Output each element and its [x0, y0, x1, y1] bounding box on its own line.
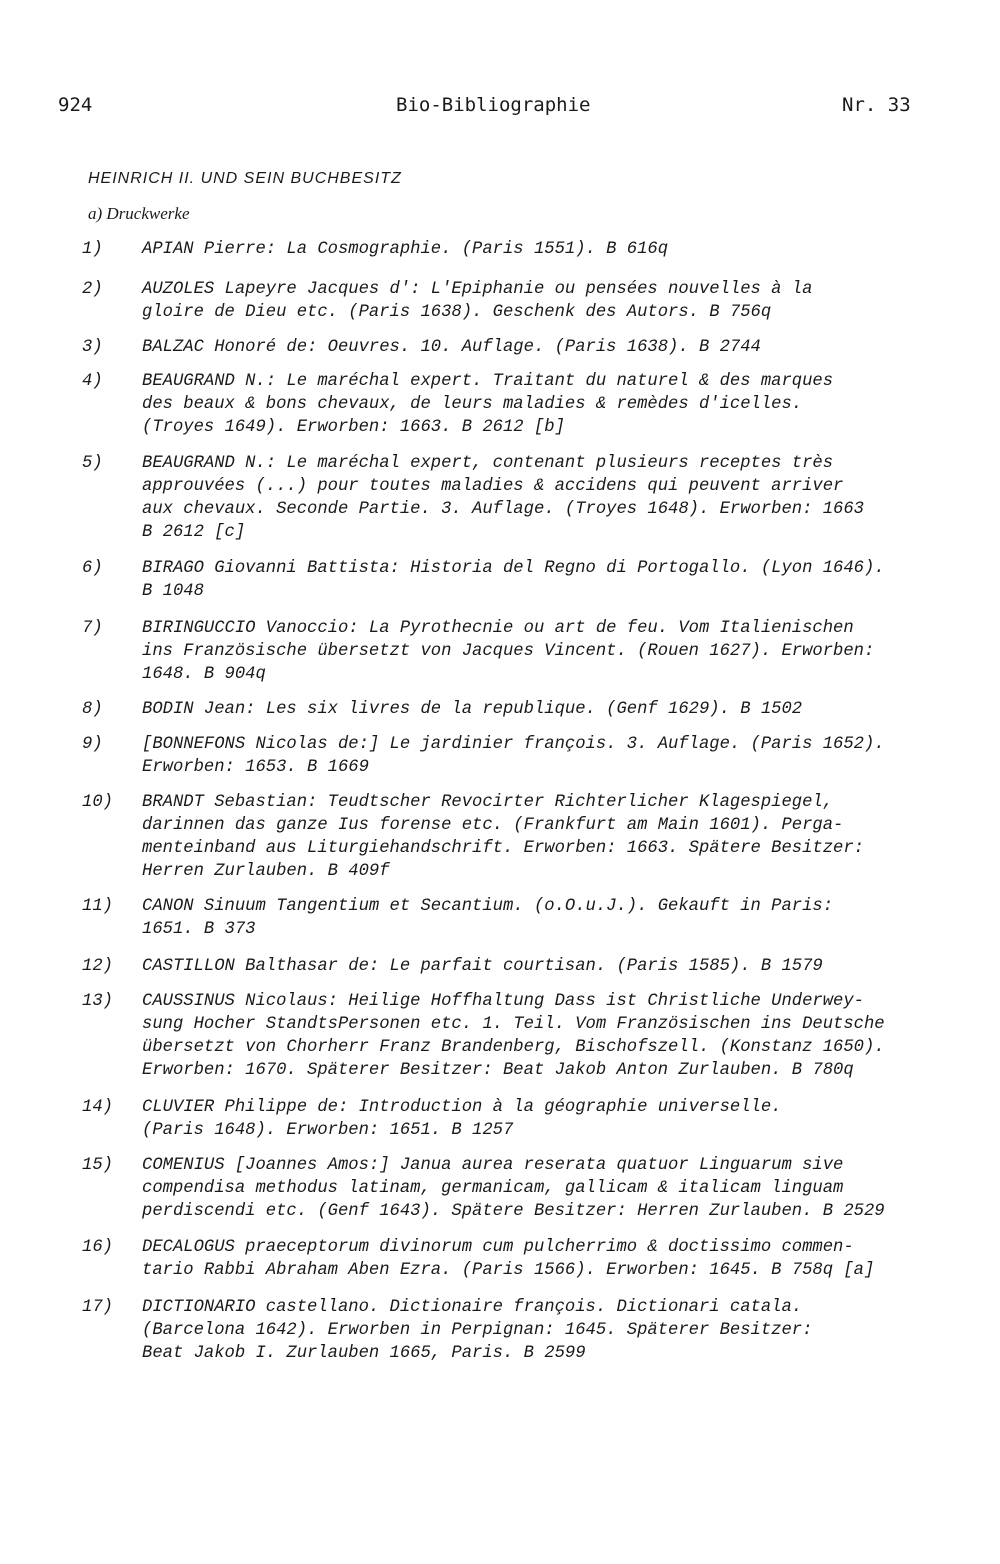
entry-line: ins Französische übersetzt von Jacques Vincent. (Rouen 1627). Erworben:	[142, 642, 875, 661]
entry-line: B 1048	[142, 582, 204, 601]
entry-text	[142, 557, 947, 603]
entry-number: 7)	[82, 619, 103, 638]
entry-text	[142, 990, 947, 1082]
entry-line: gloire de Dieu etc. (Paris 1638). Geschenk des Autors. B 756q	[142, 303, 772, 322]
entry-line: DECALOGUS praeceptorum divinorum cum pulcherrimo & doctissimo commen-	[142, 1238, 854, 1257]
entry-line: (Barcelona 1642). Erworben in Perpignan: 1645. Späterer Besitzer:	[142, 1321, 813, 1340]
entry-line: übersetzt von Chorherr Franz Brandenberg, Bischofszell. (Konstanz 1650).	[142, 1038, 885, 1057]
entry-text	[142, 895, 947, 941]
entry-line: BEAUGRAND N.: Le maréchal expert. Traitant du naturel & des marques	[142, 372, 834, 391]
entry-number: 6)	[82, 559, 103, 578]
entry-line: Erworben: 1653. B 1669	[142, 758, 369, 777]
entry-line: 1651. B 373	[142, 920, 256, 939]
entry-line: [BONNEFONS Nicolas de:] Le jardinier françois. 3. Auflage. (Paris 1652).	[142, 735, 885, 754]
entry-number: 12)	[82, 957, 113, 976]
entry-line: COMENIUS [Joannes Amos:] Janua aurea reserata quatuor Linguarum sive	[142, 1156, 844, 1175]
entry-line: DICTIONARIO castellano. Dictionaire françois. Dictionari catala.	[142, 1298, 803, 1317]
page-number: 924	[58, 94, 93, 116]
entry-number: 13)	[82, 992, 113, 1011]
entry-line: CANON Sinuum Tangentium et Secantium. (o.O.u.J.). Gekauft in Paris:	[142, 897, 834, 916]
entry-text	[142, 452, 947, 544]
entry-text	[142, 278, 947, 324]
entry-line: Beat Jakob I. Zurlauben 1665, Paris. B 2599	[142, 1344, 586, 1363]
entry-text	[142, 733, 947, 779]
entry-text	[142, 617, 947, 686]
section-subheading: a) Druckwerke	[88, 204, 190, 223]
entry-line: Herren Zurlauben. B 409f	[142, 862, 390, 881]
entry-text	[142, 1154, 947, 1223]
running-title: Bio-Bibliographie	[396, 94, 591, 116]
entry-line: perdiscendi etc. (Genf 1643). Spätere Besitzer: Herren Zurlauben. B 2529	[142, 1202, 885, 1221]
entry-line: B 2612 [c]	[142, 523, 246, 542]
entry-text	[142, 955, 947, 978]
entry-line: CLUVIER Philippe de: Introduction à la géographie universelle.	[142, 1098, 782, 1117]
entry-text	[142, 370, 947, 439]
entry-line: des beaux & bons chevaux, de leurs maladies & remèdes d'icelles.	[142, 395, 803, 414]
entry-line: aux chevaux. Seconde Partie. 3. Auflage. (Troyes 1648). Erworben: 1663	[142, 500, 864, 519]
entry-number: 8)	[82, 700, 103, 719]
entry-text	[142, 1096, 947, 1142]
entry-line: 1648. B 904q	[142, 665, 266, 684]
entry-line: (Paris 1648). Erworben: 1651. B 1257	[142, 1121, 514, 1140]
entry-number: 15)	[82, 1156, 113, 1175]
entry-line: (Troyes 1649). Erworben: 1663. B 2612 [b]	[142, 418, 565, 437]
entry-line: APIAN Pierre: La Cosmographie. (Paris 1551). B 616q	[142, 240, 669, 259]
section-heading: HEINRICH II. UND SEIN BUCHBESITZ	[88, 170, 402, 187]
entry-line: BIRINGUCCIO Vanoccio: La Pyrothecnie ou art de feu. Vom Italienischen	[142, 619, 854, 638]
entry-number: 11)	[82, 897, 113, 916]
entry-line: menteinband aus Liturgiehandschrift. Erworben: 1663. Spätere Besitzer:	[142, 839, 864, 858]
entry-line: sung Hocher StandtsPersonen etc. 1. Teil. Vom Französischen ins Deutsche	[142, 1015, 885, 1034]
entry-number: 1)	[82, 240, 103, 259]
entry-number: 4)	[82, 372, 103, 391]
entry-text	[142, 238, 947, 261]
entry-number: 10)	[82, 793, 113, 812]
entry-text	[142, 791, 947, 883]
entry-line: BIRAGO Giovanni Battista: Historia del Regno di Portogallo. (Lyon 1646).	[142, 559, 885, 578]
entry-text	[142, 1236, 947, 1282]
entry-text	[142, 1296, 947, 1365]
entry-number: 5)	[82, 454, 103, 473]
entry-line: CASTILLON Balthasar de: Le parfait courtisan. (Paris 1585). B 1579	[142, 957, 823, 976]
entry-line: BODIN Jean: Les six livres de la republique. (Genf 1629). B 1502	[142, 700, 803, 719]
entry-number: 9)	[82, 735, 103, 754]
entry-line: tario Rabbi Abraham Aben Ezra. (Paris 1566). Erworben: 1645. B 758q [a]	[142, 1261, 875, 1280]
entry-line: CAUSSINUS Nicolaus: Heilige Hoffhaltung Dass ist Christliche Underwey-	[142, 992, 864, 1011]
entry-number: 14)	[82, 1098, 113, 1117]
entry-number: 17)	[82, 1298, 113, 1317]
entry-text	[142, 698, 947, 721]
section-number: Nr. 33	[842, 94, 911, 116]
entry-number: 2)	[82, 280, 103, 299]
entry-number: 3)	[82, 338, 103, 357]
entry-line: approuvées (...) pour toutes maladies & accidens qui peuvent arriver	[142, 477, 844, 496]
page-header	[0, 94, 1000, 124]
entry-line: AUZOLES Lapeyre Jacques d': L'Epiphanie ou pensées nouvelles à la	[142, 280, 813, 299]
entry-line: compendisa methodus latinam, germanicam, gallicam & italicam linguam	[142, 1179, 844, 1198]
entry-line: darinnen das ganze Ius forense etc. (Frankfurt am Main 1601). Perga-	[142, 816, 844, 835]
entry-text	[142, 336, 947, 359]
entry-number: 16)	[82, 1238, 113, 1257]
entry-line: BALZAC Honoré de: Oeuvres. 10. Auflage. (Paris 1638). B 2744	[142, 338, 761, 357]
entry-line: BRANDT Sebastian: Teudtscher Revocirter Richterlicher Klagespiegel,	[142, 793, 834, 812]
entry-line: Erworben: 1670. Späterer Besitzer: Beat Jakob Anton Zurlauben. B 780q	[142, 1061, 854, 1080]
entry-line: BEAUGRAND N.: Le maréchal expert, contenant plusieurs receptes très	[142, 454, 834, 473]
